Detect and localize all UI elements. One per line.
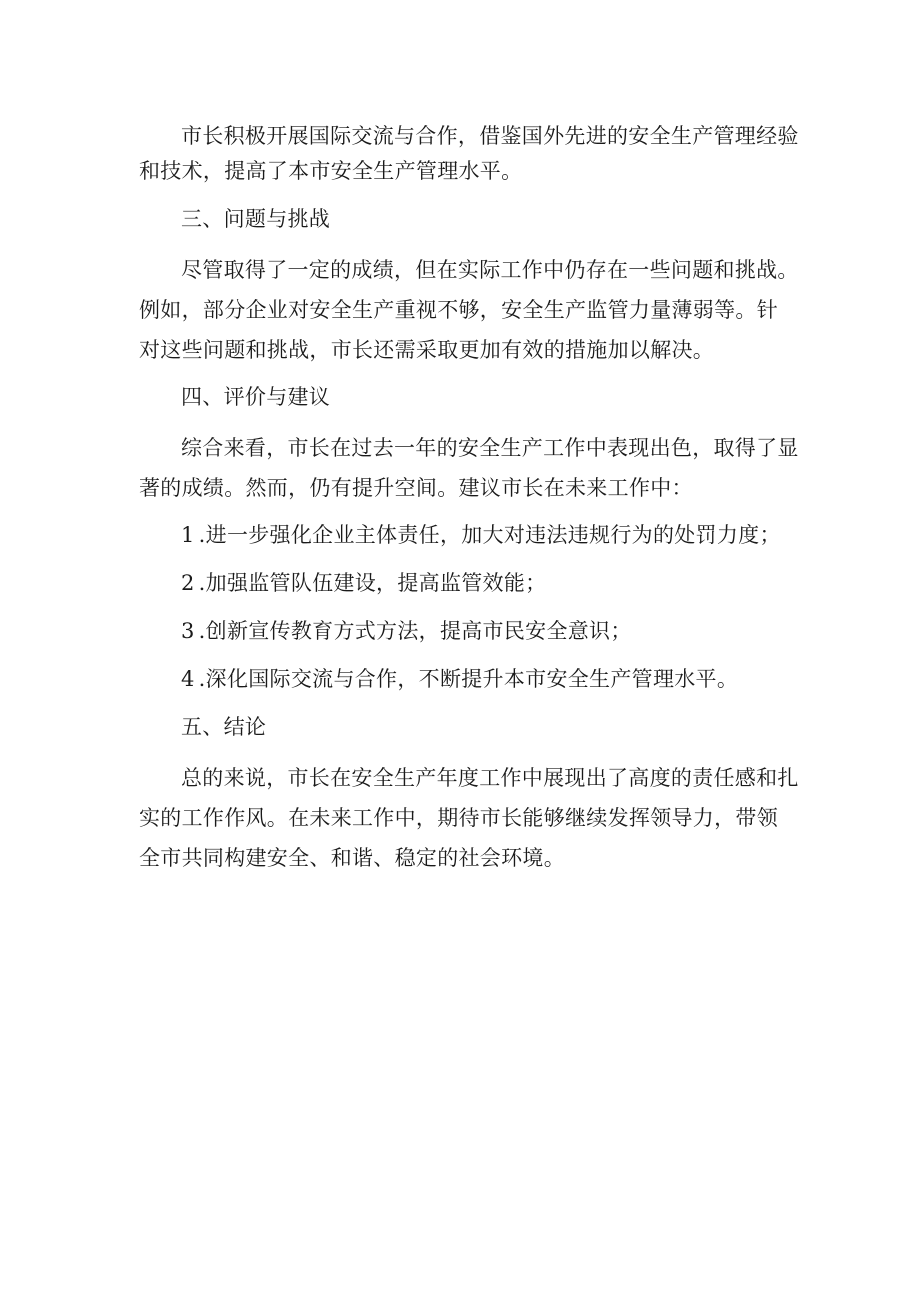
list-number: 2 (181, 571, 195, 595)
list-text: .加强监管队伍建设，提高监管效能； (198, 571, 547, 595)
list-text: .进一步强化企业主体责任，加大对违法违规行为的处罚力度； (198, 523, 781, 547)
list-number: 4 (181, 667, 195, 691)
section-heading-evaluation: 四、评价与建议 (181, 385, 331, 409)
section-heading-problems: 三、问题与挑战 (181, 207, 331, 231)
list-item (139, 614, 799, 649)
paragraph-problems: 尽管取得了一定的成绩，但在实际工作中仍存在一些问题和挑战。例如，部分企业对安全生产重视不够，安全生产监管力量薄弱等。针对这些问题和挑战，市长还需采取更加有效的措施加以解决。 (139, 258, 799, 362)
list-item (139, 566, 799, 601)
document-body (139, 119, 799, 878)
list-item (139, 662, 799, 697)
list-text: .深化国际交流与合作，不断提升本市安全生产管理水平。 (198, 667, 739, 691)
section-heading-conclusion: 五、结论 (181, 715, 267, 739)
paragraph-evaluation: 综合来看，市长在过去一年的安全生产工作中表现出色，取得了显著的成绩。然而，仍有提升空间。建议市长在未来工作中： (139, 436, 799, 500)
list-text: .创新宣传教育方式方法，提高市民安全意识； (198, 619, 632, 643)
paragraph-conclusion: 总的来说，市长在安全生产年度工作中展现出了高度的责任感和扎实的工作作风。在未来工作中，期待市长能够继续发挥领导力，带领全市共同构建安全、和谐、稳定的社会环境。 (139, 766, 799, 870)
list-number: 3 (181, 619, 195, 643)
list-item (139, 518, 799, 553)
list-number: 1 (181, 523, 195, 547)
paragraph-international-cooperation: 市长积极开展国际交流与合作，借鉴国外先进的安全生产管理经验和技术，提高了本市安全生产管理水平。 (139, 124, 799, 183)
